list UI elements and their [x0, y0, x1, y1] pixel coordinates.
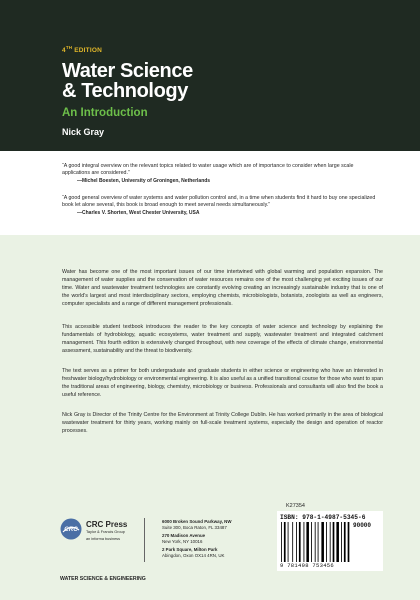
reviews-section — [0, 151, 420, 235]
review-quote — [62, 195, 380, 217]
product-code: K27354 — [286, 503, 305, 509]
crc-press-logo-icon — [60, 518, 82, 540]
divider — [144, 518, 145, 562]
barcode-number: 9 781498 753456 — [280, 562, 335, 569]
description-paragraph: The text serves as a primer for both undergraduate and graduate students in either science or engineering who have an interested in freshwater biology/hydrobiology or environmental engineering. It is also useful as a unified transitional course for those who want to span the traditional areas of engineering, biology, chemistry, microbiology or business. Professionals and consultants will also find the book a useful reference. — [62, 368, 383, 398]
description-paragraph: Water has become one of the most important issues of our time intertwined with global warming and population expansion. The management of water supplies and the conservation of water resources remains one of the most challenging yet exciting issues of our time. Water and wastewater treatment technologies are constantly evolving creating an increasingly sustainable industry that is one of the world’s largest and most interdisciplinary sectors, employing chemists, microbiologists, botanists, zoologists as well as engineers, computer specialists and a range of different management professionals. — [62, 269, 383, 307]
book-subtitle: An Introduction — [62, 107, 148, 119]
address-line: 2 Park Square, Milton Park — [162, 547, 218, 552]
barcode-bars-icon — [280, 522, 350, 562]
edition-label — [62, 45, 102, 54]
review-citation: —Michel Boesten, University of Groningen, Netherlands — [77, 178, 211, 184]
crc-logo-text: CRC — [64, 526, 78, 534]
review-citation: —Charles V. Shorten, West Chester University, USA — [77, 210, 200, 216]
address-line: 270 Madison Avenue — [162, 533, 206, 538]
edition-number: 4 — [62, 47, 66, 55]
price-code: 90000 — [353, 522, 372, 529]
publisher-group: Taylor & Francis Group — [86, 530, 125, 534]
book-title-line1: Water Science — [62, 60, 193, 82]
description-paragraph: Nick Gray is Director of the Trinity Centre for the Environment at Trinity College Dublin. He has worked primarily in the area of biological wastewater treatment for thirty years, working mainly on full-scale treatment systems, especially the design and operation of reactor processes. — [62, 412, 383, 434]
edition-word: EDITION — [72, 47, 103, 55]
address-line: Suite 300, Boca Raton, FL 33487 — [162, 524, 227, 530]
publisher-address — [162, 547, 224, 558]
book-title-line2: & Technology — [62, 80, 188, 102]
isbn-barcode — [277, 511, 383, 571]
review-text: “A good integral overview on the relevant topics related to water usage which are of importance to consider when large scale applications are considered.” — [62, 163, 354, 176]
author-name: Nick Gray — [62, 127, 105, 137]
publisher-address — [162, 533, 205, 544]
publisher-name: CRC Press — [86, 520, 128, 529]
address-line: 6000 Broken Sound Parkway, NW — [162, 519, 232, 524]
review-quote — [62, 163, 380, 185]
isbn-label: ISBN: 978-1-4987-5345-6 — [280, 514, 366, 521]
address-line: New York, NY 10016 — [162, 538, 203, 544]
publisher-tagline: an informa business — [86, 537, 120, 541]
review-text: “A good general overview of water systems and water pollution control and, in a time when students find it hard to buy one specialized book let alone several, this book is broad enough to meet several needs simultaneously.” — [62, 195, 376, 208]
series-name: WATER SCIENCE & ENGINEERING — [60, 576, 146, 582]
address-line: Abingdon, Oxon OX14 4RN, UK — [162, 552, 225, 558]
description-paragraph: This accessible student textbook introduces the reader to the key concepts of water science and technology by explaining the fundamentals of hydrobiology, aquatic ecosystems, water treatment and supply, wastewater treatment and integrated catchment management. This fourth edition is extensively changed throughout, with new coverage of the effects of climate change, environmental assessment, sustainability and the threat to biodiversity. — [62, 324, 383, 354]
publisher-address — [162, 519, 231, 530]
edition-ordinal: TH — [65, 45, 73, 50]
header-panel — [0, 0, 420, 151]
